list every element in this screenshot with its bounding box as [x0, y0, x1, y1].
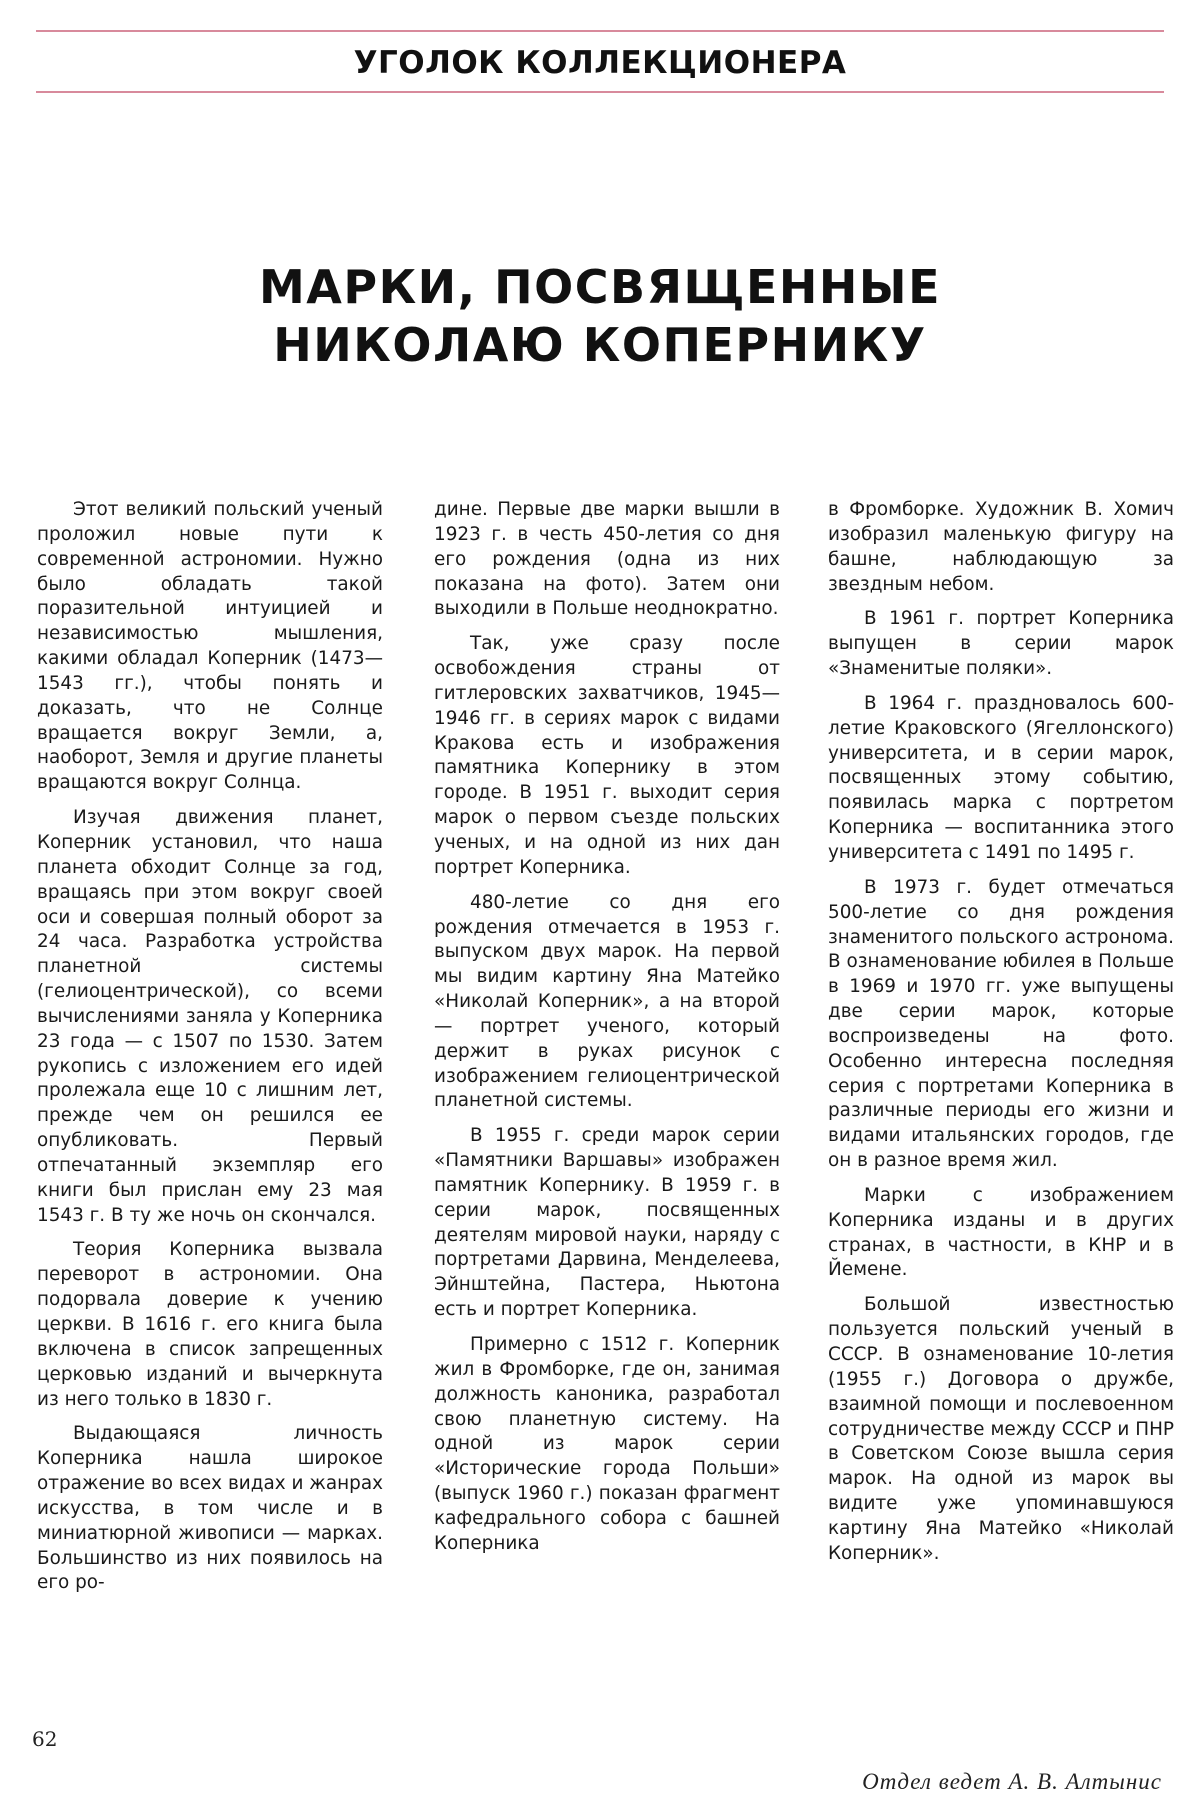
- headline-line-2: НИКОЛАЮ КОПЕРНИКУ: [273, 318, 927, 372]
- paragraph: Примерно с 1512 г. Коперник жил в Фромборке, где он, занимая должность каноника, разработал свою планетную систему. На одной из марок серии «Исторические города Польши» (выпуск 1960 г.) показан фрагмент кафедрального собора с башней Коперника: [434, 1334, 780, 1554]
- paragraph-continued: дине. Первые две марки вышли в 1923 г. в честь 450-летия со дня его рождения (одна из них показана на фото). Затем они выходили в Польше неоднократно.: [434, 499, 780, 620]
- text-column-3: [828, 498, 1174, 1577]
- text-column-2: [434, 498, 780, 1567]
- paragraph: Большой известностью пользуется польский ученый в СССР. В ознаменование 10-летия (1955 г.) Договора о дружбе, взаимной помощи и послевоенном сотрудничестве между СССР и ПНР в Советском Союзе вышла серия марок. На одной из марок вы видите уже упоминавшуюся картину Яна Матейко «Николай Коперник».: [828, 1294, 1174, 1564]
- paragraph: В 1964 г. праздновалось 600-летие Краковского (Ягеллонского) университета, и в серии марок, посвященных этому событию, появилась марка с портретом Коперника — воспитанника этого университета с 1491 по 1495 г.: [828, 692, 1174, 863]
- paragraph: Изучая движения планет, Коперник установил, что наша планета обходит Солнце за год, вращаясь при этом вокруг своей оси и совершая полный оборот за 24 часа. Разработка устройства планетной системы (гелиоцентрической), со всеми вычислениями заняла у Коперника 23 года — с 1507 по 1530. Затем рукопись с изложением его идей пролежала еще 10 с лишним лет, прежде чем он решился ее опубликовать. Первый отпечатанный экземпляр его книги был прислан ему 23 мая 1543 г. В ту же ночь он скончался.: [37, 807, 383, 1226]
- top-rule: [36, 30, 1164, 32]
- headline-line-1: МАРКИ, ПОСВЯЩЕННЫЕ: [258, 260, 941, 314]
- bottom-rule: [36, 91, 1164, 93]
- section-title: УГОЛОК КОЛЛЕКЦИОНЕРА: [353, 45, 847, 81]
- paragraph: Марки с изображением Коперника изданы и в других странах, в частности, в КНР и в Йемене.: [828, 1184, 1174, 1281]
- paragraph: Выдающаяся личность Коперника нашла широкое отражение во всех видах и жанрах искусства, в том числе и в миниатюрной живописи — марках. Большинство из них появилось на его ро-: [37, 1423, 383, 1594]
- paragraph: Так, уже сразу после освобождения страны от гитлеровских захватчиков, 1945—1946 гг. в сериях марок с видами Кракова есть и изображения памятника Копернику в этом городе. В 1951 г. выходит серия марок о первом съезде польских ученых, и на одной из них дан портрет Коперника.: [434, 633, 780, 878]
- article-headline: [100, 258, 1100, 374]
- paragraph: В 1973 г. будет отмечаться 500-летие со дня рождения знаменитого польского астронома. В ознаменование юбилея в Польше в 1969 и 1970 гг. уже выпущены две серии марок, которые воспроизведены на фото. Особенно интересна последняя серия с портретами Коперника в различные периоды его жизни и видами итальянских городов, где он в разное время жил.: [828, 876, 1174, 1172]
- paragraph: В 1961 г. портрет Коперника выпущен в серии марок «Знаменитые поляки».: [828, 608, 1174, 680]
- paragraph: Теория Коперника вызвала переворот в астрономии. Она подорвала доверие к учению церкви. В 1616 г. его книга была включена в список запрещенных церковью изданий и вычеркнута из него только в 1830 г.: [37, 1239, 383, 1410]
- text-column-1: [37, 498, 383, 1606]
- paragraph: 480-летие со дня его рождения отмечается в 1953 г. выпуском двух марок. На первой мы видим картину Яна Матейко «Николай Коперник», а на второй — портрет ученого, который держит в руках рисунок с изображением гелиоцентрической планетной системы.: [434, 891, 780, 1112]
- paragraph: Этот великий польский ученый проложил новые пути к современной астрономии. Нужно было обладать такой поразительной интуицией и независимостью мышления, какими обладал Коперник (1473—1543 гг.), чтобы понять и доказать, что не Солнце вращается вокруг Земли, а, наоборот, Земля и другие планеты вращаются вокруг Солнца.: [37, 499, 383, 794]
- paragraph: В 1955 г. среди марок серии «Памятники Варшавы» изображен памятник Копернику. В 1959 г. в серии марок, посвященных деятелям мировой науки, наряду с портретами Дарвина, Менделеева, Эйнштейна, Пастера, Ньютона есть и портрет Коперника.: [434, 1125, 780, 1321]
- page-number: 62: [32, 1727, 58, 1751]
- editor-credit: Отдел ведет А. В. Алтынис: [862, 1769, 1162, 1794]
- paragraph-continued: в Фромборке. Художник В. Хомич изобразил маленькую фигуру на башне, наблюдающую за звездным небом.: [828, 499, 1174, 595]
